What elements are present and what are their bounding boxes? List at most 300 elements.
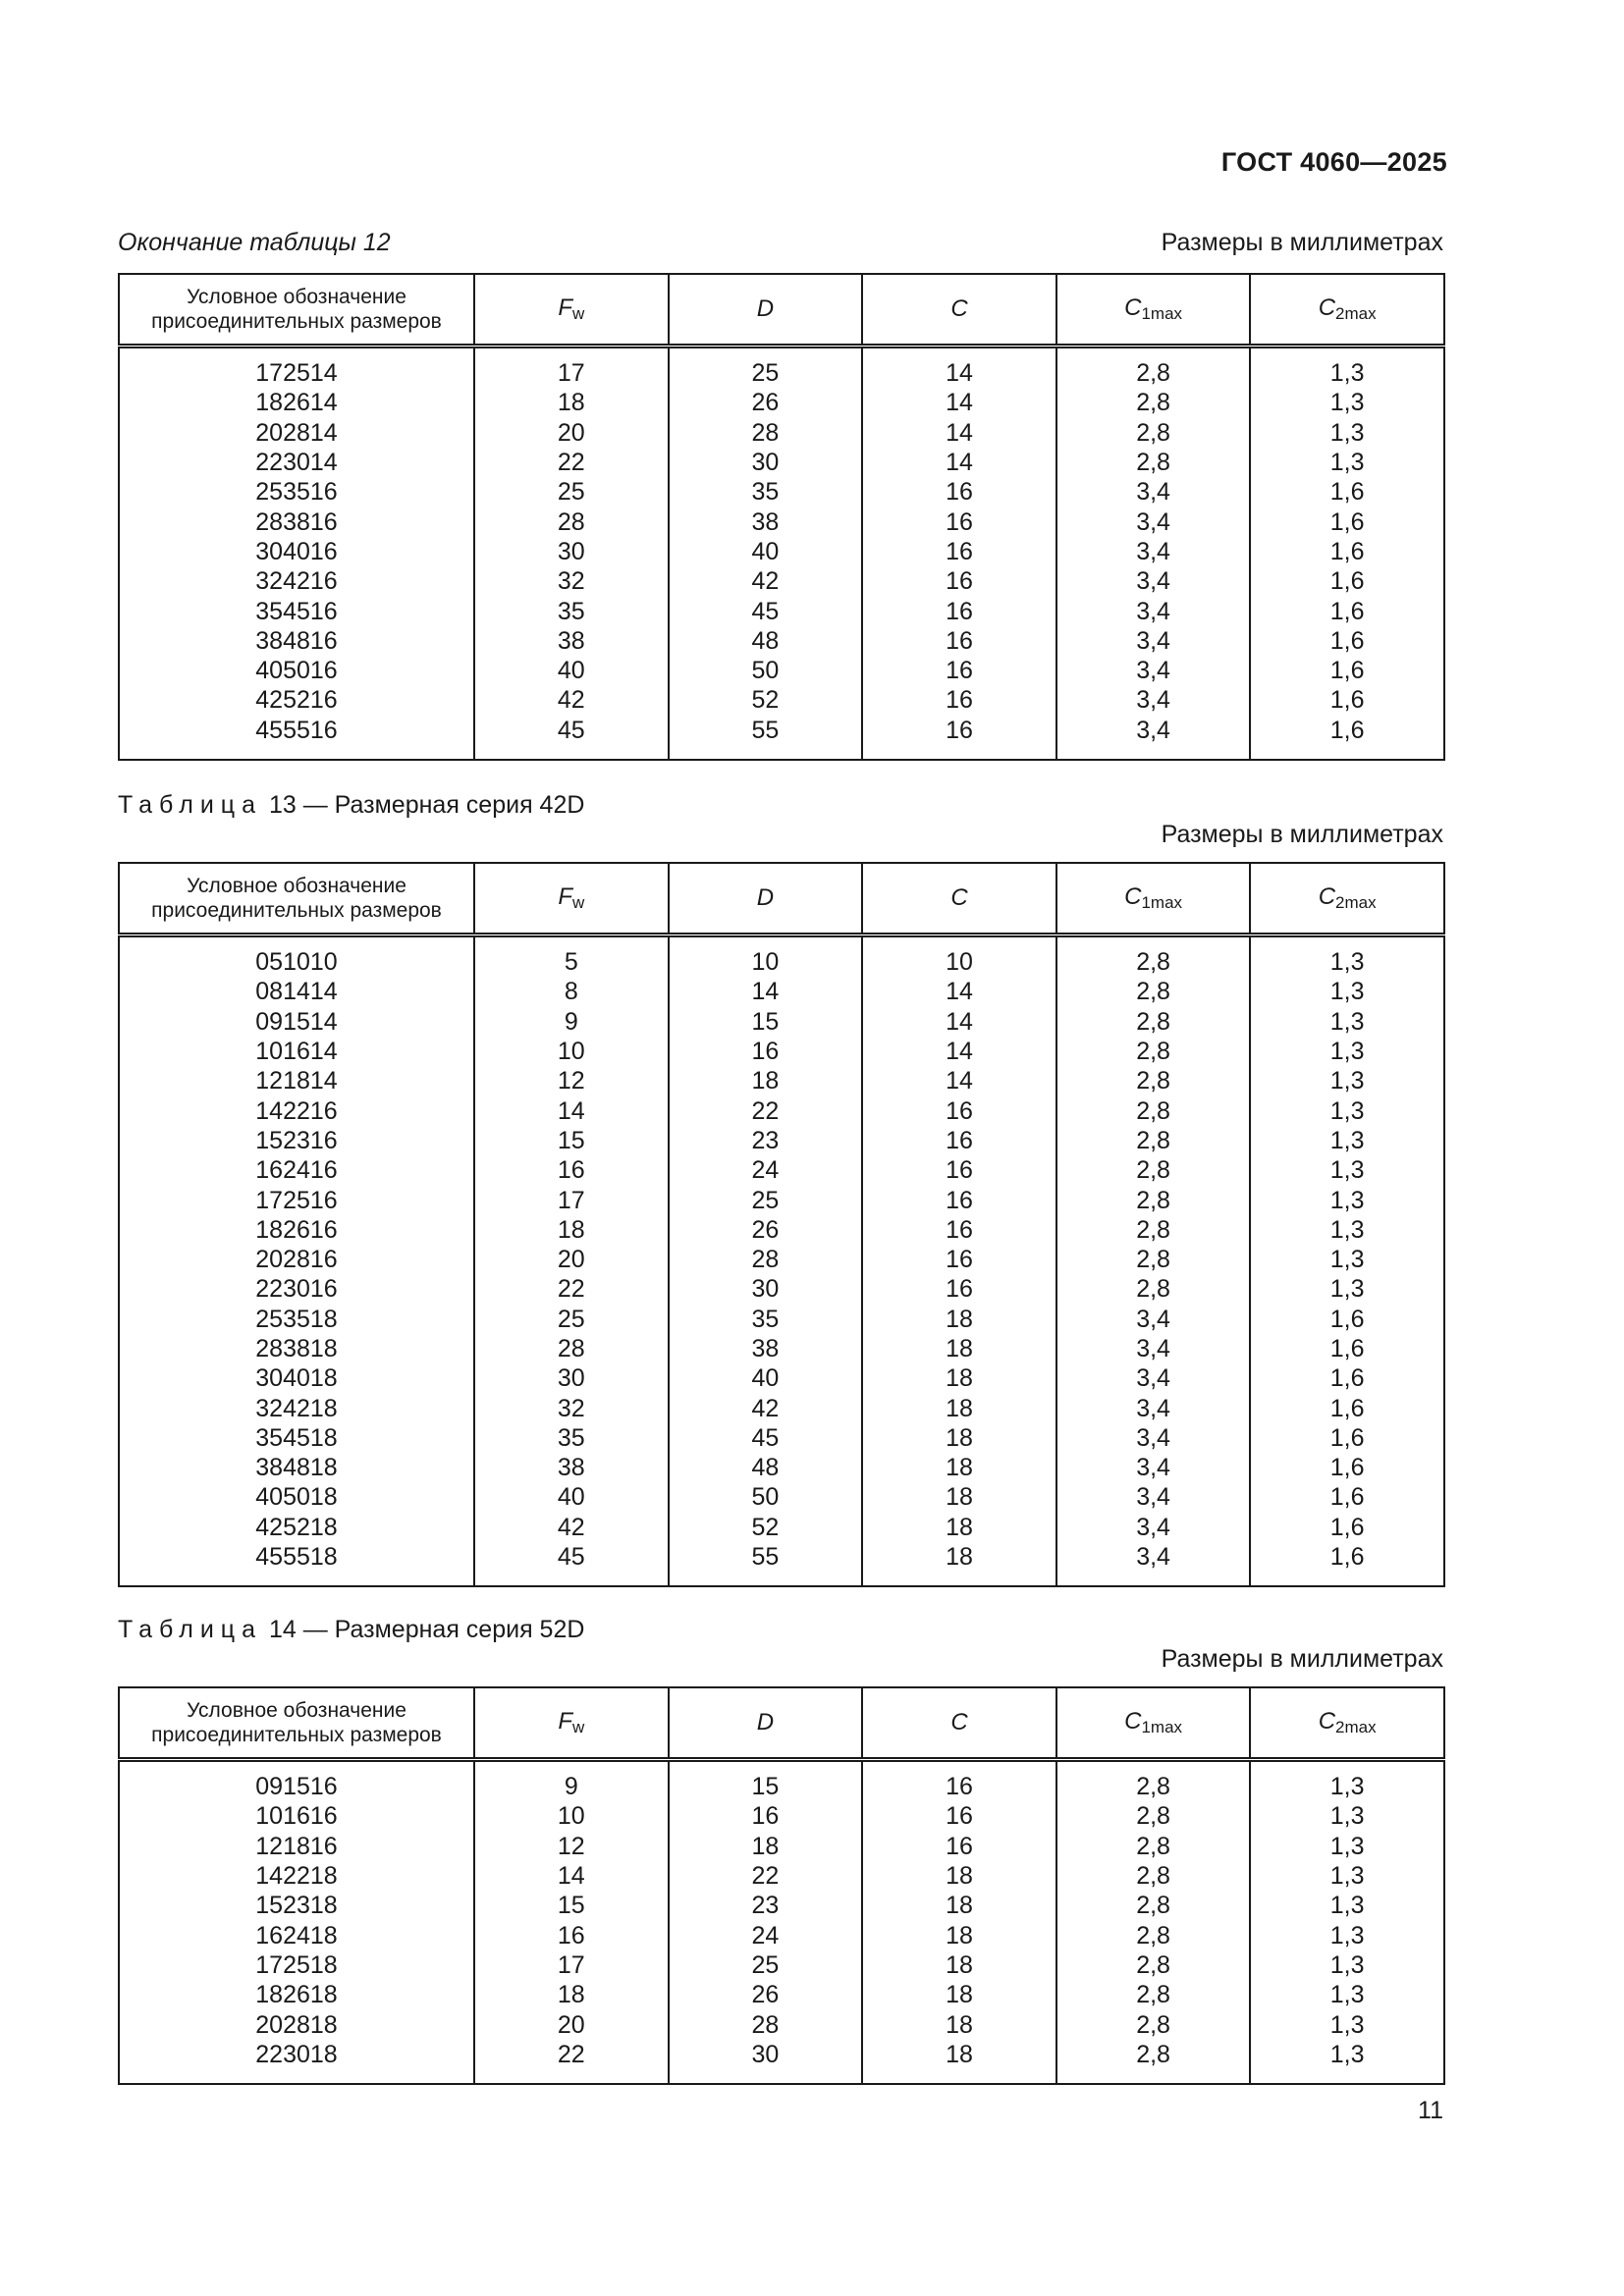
table-cell: 28 xyxy=(669,418,863,448)
col-header-designation-line1: Условное обозначение xyxy=(187,286,406,308)
table-cell: 50 xyxy=(669,1482,863,1512)
table-cell: 1,3 xyxy=(1250,1095,1444,1125)
table-cell: 2,8 xyxy=(1056,1950,1251,1980)
table-cell: 16 xyxy=(862,1126,1056,1155)
table-cell: 101616 xyxy=(119,1801,474,1831)
table-row xyxy=(119,626,1444,656)
units-note: Размеры в миллиметрах xyxy=(1161,821,1443,848)
table-row xyxy=(119,1980,1444,2009)
table-cell: 1,6 xyxy=(1250,566,1444,596)
table-cell: 22 xyxy=(474,1274,669,1304)
table-cell: 3,4 xyxy=(1056,1363,1251,1393)
col-header-d-symbol: D xyxy=(756,1709,775,1735)
table-cell: 182614 xyxy=(119,388,474,417)
page-number: 11 xyxy=(1418,2097,1443,2124)
table-cell: 1,3 xyxy=(1250,388,1444,417)
table-cell: 10 xyxy=(862,935,1056,978)
table-cell: 1,3 xyxy=(1250,418,1444,448)
table-cell: 152316 xyxy=(119,1126,474,1155)
table-cell: 2,8 xyxy=(1056,1185,1251,1214)
table-cell: 3,4 xyxy=(1056,685,1251,715)
table-cell: 1,3 xyxy=(1250,347,1444,389)
table-row xyxy=(119,1155,1444,1185)
table-row xyxy=(119,388,1444,417)
table-cell: 14 xyxy=(474,1095,669,1125)
col-header-c2-subscript: 2max xyxy=(1335,1718,1377,1736)
table-cell: 304016 xyxy=(119,537,474,566)
col-header-c xyxy=(862,1687,1056,1760)
table-row xyxy=(119,716,1444,760)
table-cell: 1,6 xyxy=(1250,1334,1444,1363)
table-cell: 2,8 xyxy=(1056,1007,1251,1037)
table-cell: 1,6 xyxy=(1250,685,1444,715)
col-header-designation xyxy=(119,863,474,935)
col-header-designation xyxy=(119,1687,474,1760)
table-cell: 25 xyxy=(669,347,863,389)
table-cell: 45 xyxy=(669,1423,863,1453)
table-cell: 20 xyxy=(474,1245,669,1274)
col-header-d xyxy=(669,863,863,935)
table-row xyxy=(119,347,1444,389)
table-cell: 38 xyxy=(669,507,863,536)
table-13-title-text: 13 — Размерная серия 42D xyxy=(268,791,585,819)
col-header-fw xyxy=(474,274,669,347)
table-cell: 35 xyxy=(669,1305,863,1334)
table-cell: 10 xyxy=(669,935,863,978)
col-header-c xyxy=(862,274,1056,347)
table-cell: 16 xyxy=(669,1037,863,1066)
table-cell: 18 xyxy=(862,2040,1056,2084)
table-cell: 1,3 xyxy=(1250,1007,1444,1037)
table-cell: 17 xyxy=(474,1950,669,1980)
table-cell: 152318 xyxy=(119,1891,474,1920)
table-cell: 2,8 xyxy=(1056,1760,1251,1802)
table-cell: 2,8 xyxy=(1056,1095,1251,1125)
table-cell: 50 xyxy=(669,656,863,685)
table-cell: 2,8 xyxy=(1056,1037,1251,1066)
table-cell: 14 xyxy=(862,418,1056,448)
table-cell: 16 xyxy=(474,1155,669,1185)
table-cell: 45 xyxy=(669,596,863,625)
table-cell: 1,6 xyxy=(1250,1423,1444,1453)
table-cell: 091514 xyxy=(119,1007,474,1037)
table-cell: 1,3 xyxy=(1250,1760,1444,1802)
table-cell: 081414 xyxy=(119,977,474,1006)
table-row xyxy=(119,1215,1444,1245)
table-cell: 25 xyxy=(474,1305,669,1334)
table-cell: 1,3 xyxy=(1250,977,1444,1006)
col-header-fw-subscript: w xyxy=(571,893,585,912)
table-cell: 2,8 xyxy=(1056,1801,1251,1831)
table-header-row xyxy=(119,274,1444,347)
table-cell: 18 xyxy=(862,1980,1056,2009)
table-cell: 1,6 xyxy=(1250,1393,1444,1422)
table-cell: 16 xyxy=(862,1155,1056,1185)
table-row xyxy=(119,935,1444,978)
table-cell: 14 xyxy=(862,347,1056,389)
table-cell: 101614 xyxy=(119,1037,474,1066)
table-cell: 162416 xyxy=(119,1155,474,1185)
table-cell: 14 xyxy=(862,1007,1056,1037)
table-cell: 16 xyxy=(862,1274,1056,1304)
table-cell: 32 xyxy=(474,1393,669,1422)
table-cell: 18 xyxy=(862,1950,1056,1980)
table-cell: 20 xyxy=(474,418,669,448)
col-header-c1-subscript: 1max xyxy=(1141,893,1183,912)
units-note: Размеры в миллиметрах xyxy=(1161,229,1443,256)
table-13 xyxy=(118,862,1445,1587)
table-row xyxy=(119,507,1444,536)
col-header-d xyxy=(669,274,863,347)
table-cell: 1,6 xyxy=(1250,1453,1444,1482)
table-cell: 48 xyxy=(669,626,863,656)
table-cell: 30 xyxy=(669,2040,863,2084)
table-cell: 283818 xyxy=(119,1334,474,1363)
table-row xyxy=(119,2040,1444,2084)
table-cell: 10 xyxy=(474,1801,669,1831)
table-cell: 1,3 xyxy=(1250,1832,1444,1861)
table-cell: 455518 xyxy=(119,1542,474,1586)
table-cell: 1,3 xyxy=(1250,1950,1444,1980)
table-cell: 172516 xyxy=(119,1185,474,1214)
table-row xyxy=(119,1513,1444,1542)
table-cell: 26 xyxy=(669,1980,863,2009)
table-cell: 2,8 xyxy=(1056,2040,1251,2084)
table-row xyxy=(119,1066,1444,1095)
table-cell: 354518 xyxy=(119,1423,474,1453)
table-row xyxy=(119,537,1444,566)
table-row xyxy=(119,566,1444,596)
col-header-fw-subscript: w xyxy=(571,304,585,323)
col-header-c1max xyxy=(1056,863,1251,935)
table-cell: 1,3 xyxy=(1250,448,1444,477)
table-cell: 18 xyxy=(862,1542,1056,1586)
table-cell: 3,4 xyxy=(1056,507,1251,536)
table-cell: 20 xyxy=(474,2009,669,2039)
col-header-designation-line2: присоединительных размеров xyxy=(151,899,442,922)
table-cell: 9 xyxy=(474,1007,669,1037)
table-cell: 38 xyxy=(474,1453,669,1482)
table-cell: 3,4 xyxy=(1056,1305,1251,1334)
table-cell: 1,3 xyxy=(1250,1274,1444,1304)
table-cell: 142218 xyxy=(119,1861,474,1891)
col-header-designation-line1: Условное обозначение xyxy=(187,1699,406,1722)
col-header-fw xyxy=(474,1687,669,1760)
table-cell: 253516 xyxy=(119,477,474,507)
table-cell: 223018 xyxy=(119,2040,474,2084)
table-cell: 2,8 xyxy=(1056,1861,1251,1891)
table-cell: 55 xyxy=(669,716,863,760)
table-cell: 3,4 xyxy=(1056,626,1251,656)
table-cell: 16 xyxy=(862,507,1056,536)
col-header-c1-symbol: C xyxy=(1124,1708,1142,1735)
table-cell: 3,4 xyxy=(1056,1423,1251,1453)
table-cell: 16 xyxy=(862,1801,1056,1831)
table-cell: 1,3 xyxy=(1250,1801,1444,1831)
table-header-row xyxy=(119,863,1444,935)
col-header-designation-line1: Условное обозначение xyxy=(187,875,406,897)
table-12-title: Окончание таблицы 12 xyxy=(118,229,391,256)
col-header-fw-symbol: F xyxy=(558,883,572,910)
col-header-c-symbol: C xyxy=(950,295,968,322)
table-cell: 16 xyxy=(862,1095,1056,1125)
table-cell: 1,6 xyxy=(1250,477,1444,507)
table-row xyxy=(119,418,1444,448)
table-cell: 16 xyxy=(862,1245,1056,1274)
col-header-fw xyxy=(474,863,669,935)
table-cell: 23 xyxy=(669,1126,863,1155)
table-cell: 182616 xyxy=(119,1215,474,1245)
table-cell: 18 xyxy=(862,1891,1056,1920)
table-cell: 202816 xyxy=(119,1245,474,1274)
table-cell: 42 xyxy=(474,1513,669,1542)
table-cell: 24 xyxy=(669,1920,863,1949)
table-cell: 1,3 xyxy=(1250,1066,1444,1095)
table-cell: 455516 xyxy=(119,716,474,760)
table-cell: 18 xyxy=(474,1980,669,2009)
table-row xyxy=(119,1185,1444,1214)
table-cell: 42 xyxy=(474,685,669,715)
table-cell: 18 xyxy=(669,1066,863,1095)
table-row xyxy=(119,656,1444,685)
table-cell: 30 xyxy=(474,1363,669,1393)
table-cell: 162418 xyxy=(119,1920,474,1949)
col-header-d xyxy=(669,1687,863,1760)
table-cell: 2,8 xyxy=(1056,1891,1251,1920)
table-cell: 1,6 xyxy=(1250,716,1444,760)
col-header-c2-symbol: C xyxy=(1318,294,1336,321)
table-cell: 2,8 xyxy=(1056,1832,1251,1861)
table-cell: 18 xyxy=(862,1334,1056,1363)
table-cell: 18 xyxy=(862,1861,1056,1891)
table-13-title xyxy=(118,791,584,820)
table-cell: 1,3 xyxy=(1250,1155,1444,1185)
table-cell: 32 xyxy=(474,566,669,596)
table-cell: 283816 xyxy=(119,507,474,536)
table-row xyxy=(119,1334,1444,1363)
table-cell: 55 xyxy=(669,1542,863,1586)
table-cell: 405018 xyxy=(119,1482,474,1512)
table-cell: 1,3 xyxy=(1250,1126,1444,1155)
table-cell: 24 xyxy=(669,1155,863,1185)
table-cell: 25 xyxy=(669,1185,863,1214)
table-cell: 3,4 xyxy=(1056,1482,1251,1512)
table-row xyxy=(119,1861,1444,1891)
table-cell: 142216 xyxy=(119,1095,474,1125)
table-cell: 14 xyxy=(862,977,1056,1006)
col-header-c xyxy=(862,863,1056,935)
table-cell: 35 xyxy=(669,477,863,507)
table-13-label: Таблица xyxy=(118,791,263,819)
table-cell: 1,3 xyxy=(1250,935,1444,978)
table-cell: 1,3 xyxy=(1250,2009,1444,2039)
table-14-label: Таблица xyxy=(118,1616,263,1643)
table-cell: 1,3 xyxy=(1250,1245,1444,1274)
table-cell: 1,6 xyxy=(1250,1305,1444,1334)
table-cell: 3,4 xyxy=(1056,1334,1251,1363)
table-cell: 42 xyxy=(669,566,863,596)
table-cell: 1,3 xyxy=(1250,1891,1444,1920)
col-header-c2max xyxy=(1250,274,1444,347)
table-cell: 16 xyxy=(862,477,1056,507)
table-cell: 16 xyxy=(862,1185,1056,1214)
table-cell: 253518 xyxy=(119,1305,474,1334)
table-cell: 28 xyxy=(474,1334,669,1363)
table-cell: 1,6 xyxy=(1250,1542,1444,1586)
col-header-designation-line2: присоединительных размеров xyxy=(151,310,442,333)
table-header-row xyxy=(119,1687,1444,1760)
table-cell: 121816 xyxy=(119,1832,474,1861)
table-cell: 1,3 xyxy=(1250,1215,1444,1245)
col-header-c2max xyxy=(1250,1687,1444,1760)
table-cell: 1,6 xyxy=(1250,537,1444,566)
table-cell: 8 xyxy=(474,977,669,1006)
table-cell: 22 xyxy=(474,448,669,477)
table-cell: 2,8 xyxy=(1056,2009,1251,2039)
table-cell: 35 xyxy=(474,596,669,625)
table-cell: 16 xyxy=(474,1920,669,1949)
table-cell: 22 xyxy=(474,2040,669,2084)
table-cell: 14 xyxy=(862,1037,1056,1066)
table-14 xyxy=(118,1686,1445,2085)
table-cell: 2,8 xyxy=(1056,1215,1251,1245)
table-cell: 2,8 xyxy=(1056,1245,1251,1274)
table-cell: 2,8 xyxy=(1056,1980,1251,2009)
table-row xyxy=(119,1760,1444,1802)
table-cell: 324218 xyxy=(119,1393,474,1422)
table-cell: 14 xyxy=(862,448,1056,477)
table-row xyxy=(119,1363,1444,1393)
table-cell: 425216 xyxy=(119,685,474,715)
table-row xyxy=(119,1542,1444,1586)
table-cell: 1,3 xyxy=(1250,1185,1444,1214)
table-cell: 5 xyxy=(474,935,669,978)
col-header-d-symbol: D xyxy=(756,884,775,911)
table-cell: 2,8 xyxy=(1056,935,1251,978)
table-cell: 18 xyxy=(862,1423,1056,1453)
table-cell: 2,8 xyxy=(1056,1126,1251,1155)
table-cell: 425218 xyxy=(119,1513,474,1542)
table-cell: 48 xyxy=(669,1453,863,1482)
table-cell: 172514 xyxy=(119,347,474,389)
table-row xyxy=(119,1393,1444,1422)
table-cell: 15 xyxy=(474,1126,669,1155)
table-cell: 1,6 xyxy=(1250,626,1444,656)
table-row xyxy=(119,977,1444,1006)
col-header-c1-subscript: 1max xyxy=(1141,1718,1183,1736)
table-cell: 1,6 xyxy=(1250,656,1444,685)
table-row xyxy=(119,685,1444,715)
table-row xyxy=(119,1891,1444,1920)
table-cell: 18 xyxy=(669,1832,863,1861)
units-note: Размеры в миллиметрах xyxy=(1161,1645,1443,1673)
table-row xyxy=(119,477,1444,507)
table-cell: 45 xyxy=(474,1542,669,1586)
table-cell: 182618 xyxy=(119,1980,474,2009)
table-cell: 384816 xyxy=(119,626,474,656)
table-cell: 1,6 xyxy=(1250,507,1444,536)
table-cell: 18 xyxy=(474,1215,669,1245)
table-cell: 40 xyxy=(474,656,669,685)
table-row xyxy=(119,2009,1444,2039)
col-header-c2max xyxy=(1250,863,1444,935)
table-cell: 1,6 xyxy=(1250,596,1444,625)
table-cell: 1,3 xyxy=(1250,1980,1444,2009)
table-cell: 15 xyxy=(669,1760,863,1802)
table-cell: 2,8 xyxy=(1056,418,1251,448)
col-header-c1max xyxy=(1056,1687,1251,1760)
table-cell: 16 xyxy=(862,566,1056,596)
table-cell: 405016 xyxy=(119,656,474,685)
table-cell: 2,8 xyxy=(1056,1920,1251,1949)
col-header-designation-line2: присоединительных размеров xyxy=(151,1724,442,1746)
table-cell: 12 xyxy=(474,1066,669,1095)
document-code: ГОСТ 4060—2025 xyxy=(1220,147,1447,177)
table-cell: 16 xyxy=(862,537,1056,566)
table-cell: 3,4 xyxy=(1056,1542,1251,1586)
table-cell: 40 xyxy=(669,537,863,566)
col-header-c-symbol: C xyxy=(950,1709,968,1735)
table-14-title xyxy=(118,1616,584,1644)
col-header-c1-symbol: C xyxy=(1124,883,1142,910)
table-cell: 17 xyxy=(474,1185,669,1214)
table-cell: 16 xyxy=(862,596,1056,625)
table-cell: 18 xyxy=(862,1363,1056,1393)
table-row xyxy=(119,1305,1444,1334)
table-cell: 2,8 xyxy=(1056,1274,1251,1304)
col-header-c2-subscript: 2max xyxy=(1335,304,1377,323)
table-cell: 202818 xyxy=(119,2009,474,2039)
table-cell: 25 xyxy=(669,1950,863,1980)
table-row xyxy=(119,1453,1444,1482)
table-cell: 3,4 xyxy=(1056,537,1251,566)
table-cell: 22 xyxy=(669,1861,863,1891)
table-cell: 40 xyxy=(474,1482,669,1512)
table-cell: 3,4 xyxy=(1056,566,1251,596)
table-cell: 1,3 xyxy=(1250,1037,1444,1066)
table-cell: 2,8 xyxy=(1056,448,1251,477)
table-cell: 25 xyxy=(474,477,669,507)
table-cell: 3,4 xyxy=(1056,1453,1251,1482)
table-12 xyxy=(118,273,1445,761)
table-cell: 16 xyxy=(862,1215,1056,1245)
col-header-fw-symbol: F xyxy=(558,1708,572,1735)
table-row xyxy=(119,1920,1444,1949)
table-cell: 15 xyxy=(474,1891,669,1920)
table-row xyxy=(119,596,1444,625)
table-cell: 38 xyxy=(474,626,669,656)
col-header-c1max xyxy=(1056,274,1251,347)
table-cell: 30 xyxy=(474,537,669,566)
col-header-c1-subscript: 1max xyxy=(1141,304,1183,323)
table-cell: 18 xyxy=(862,1453,1056,1482)
col-header-fw-symbol: F xyxy=(558,294,572,321)
table-cell: 3,4 xyxy=(1056,1393,1251,1422)
table-row xyxy=(119,1126,1444,1155)
table-row xyxy=(119,1832,1444,1861)
table-cell: 18 xyxy=(474,388,669,417)
table-cell: 3,4 xyxy=(1056,716,1251,760)
table-cell: 22 xyxy=(669,1095,863,1125)
col-header-designation xyxy=(119,274,474,347)
table-cell: 354516 xyxy=(119,596,474,625)
table-cell: 324216 xyxy=(119,566,474,596)
table-cell: 1,6 xyxy=(1250,1513,1444,1542)
table-cell: 1,3 xyxy=(1250,1920,1444,1949)
table-cell: 3,4 xyxy=(1056,477,1251,507)
table-row xyxy=(119,1007,1444,1037)
table-cell: 2,8 xyxy=(1056,977,1251,1006)
